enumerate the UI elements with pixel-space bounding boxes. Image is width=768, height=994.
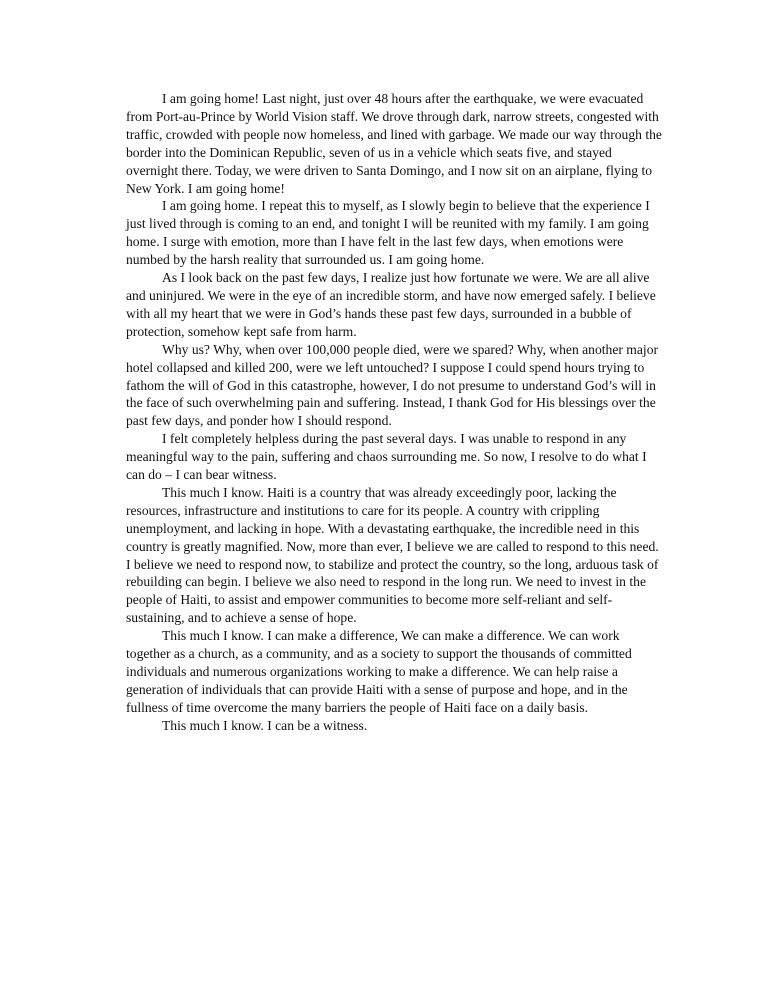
paragraph-5: I felt completely helpless during the past several days. I was unable to respond in any meaningful way to the pain, suffering and chaos surrounding me. So now, I resolve to do what I can do – I can bear witness. bbox=[126, 431, 647, 483]
document-body bbox=[126, 90, 662, 735]
paragraph-7: This much I know. I can make a difference, We can make a difference. We can work together as a church, as a community, and as a society to support the thousands of committed individuals and numerous organizations working to make a difference. We can help raise a generation of individuals that can provide Haiti with a sense of purpose and hope, and in the fullness of time overcome the many barriers the people of Haiti face on a daily basis. bbox=[126, 628, 632, 715]
paragraph-1: I am going home! Last night, just over 48 hours after the earthquake, we were evacuated from Port-au-Prince by World Vision staff. We drove through dark, narrow streets, congested with traffic, crowded with people now homeless, and lined with garbage. We made our way through the border into the Dominican Republic, seven of us in a vehicle which seats five, and stayed overnight there. Today, we were driven to Santa Domingo, and I now sit on an airplane, flying to New York. I am going home! bbox=[126, 91, 662, 196]
paragraph-8: This much I know. I can be a witness. bbox=[162, 717, 368, 733]
paragraph-4: Why us? Why, when over 100,000 people died, were we spared? Why, when another major hotel collapsed and killed 200, were we left untouched? I suppose I could spend hours trying to fathom the will of God in this catastrophe, however, I do not presume to understand God’s will in the face of such overwhelming pain and suffering. Instead, I thank God for His blessings over the past few days, and ponder how I should respond. bbox=[126, 341, 659, 429]
paragraph-2: I am going home. I repeat this to myself, as I slowly begin to believe that the experience I just lived through is coming to an end, and tonight I will be reunited with my family. I am going home. I surge with emotion, more than I have felt in the last few days, when emotions were numbed by the harsh reality that surrounded us. I am going home. bbox=[126, 198, 650, 268]
paragraph-3: As I look back on the past few days, I realize just how fortunate we were. We are all alive and uninjured. We were in the eye of an incredible storm, and have now emerged safely. I believe with all my heart that we were in God’s hands these past few days, surrounded in a bubble of protection, somehow kept safe from harm. bbox=[126, 270, 656, 339]
paragraph-6: This much I know. Haiti is a country that was already exceedingly poor, lacking the resources, infrastructure and institutions to care for its people. A country with crippling unemployment, and lacking in hope. With a devastating earthquake, the incredible need in this country is greatly magnified. Now, more than ever, I believe we are called to respond to this need. I believe we need to respond now, to stabilize and protect the country, so the long, arduous task of rebuilding can begin. I believe we also need to respond in the long run. We need to invest in the people of Haiti, to assist and empower communities to become more self-reliant and self-sustaining, and to achieve a sense of hope. bbox=[126, 484, 659, 626]
